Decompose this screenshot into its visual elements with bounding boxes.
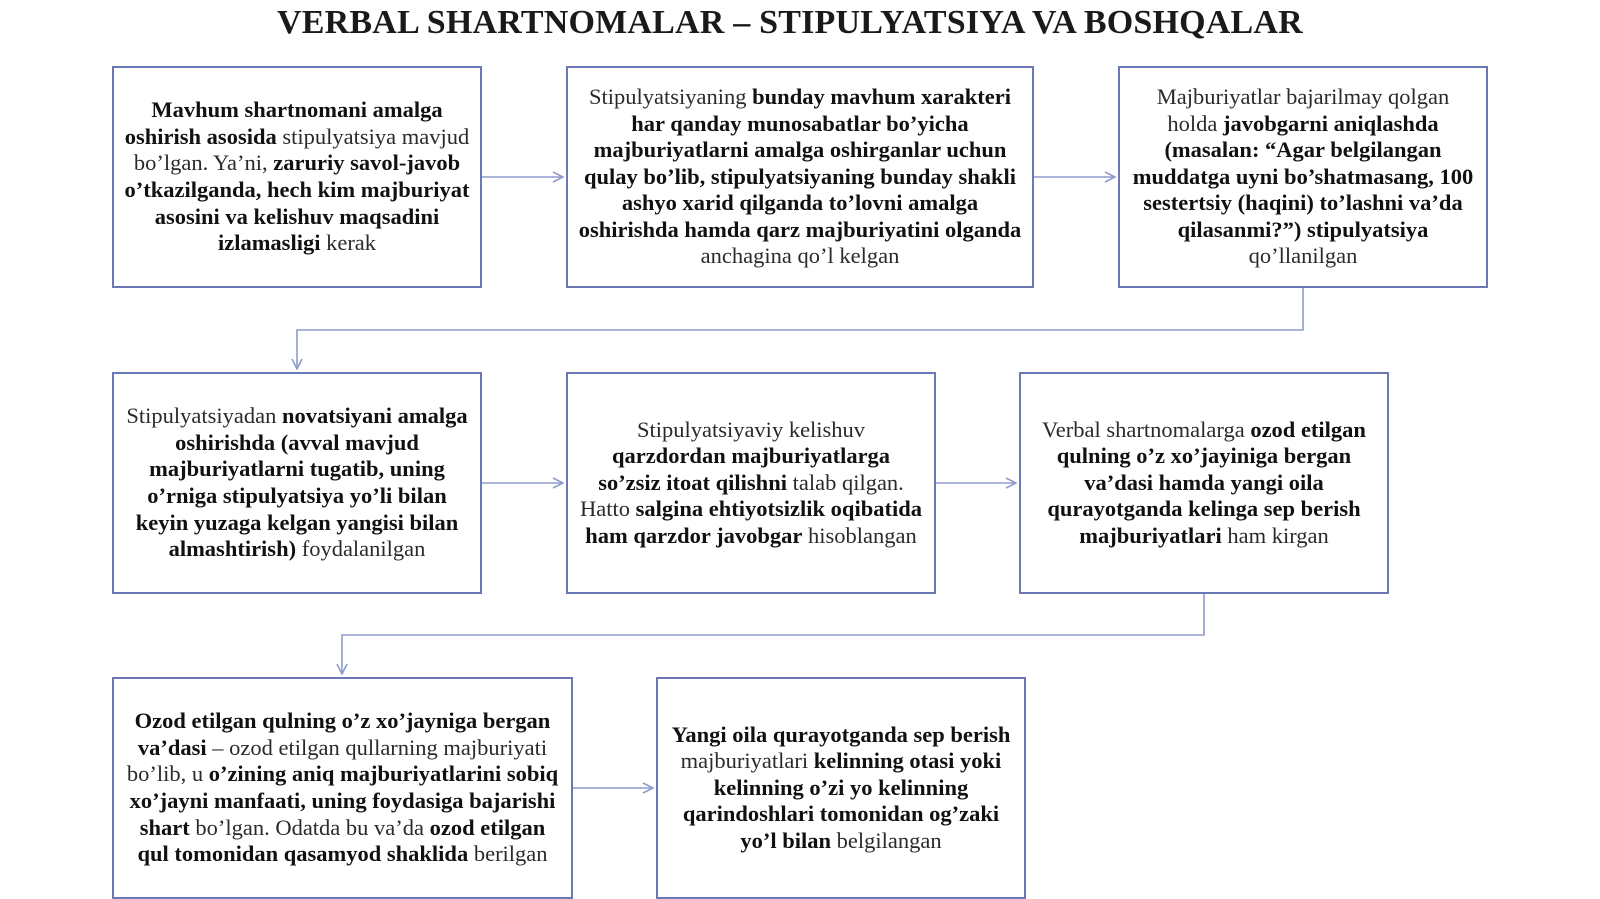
step-text bbox=[124, 708, 561, 868]
step-box-freedman-promise bbox=[112, 677, 573, 899]
plain-text: foydalanilgan bbox=[296, 536, 426, 562]
plain-text: kerak bbox=[320, 230, 377, 256]
emphasis-text: kelinning otasi yoki kelinning o’zi yo kelinning qarindoshlari tomonidan og’zaki yo’l bilan bbox=[682, 748, 1002, 853]
emphasis-text: novatsiyani amalga oshirishda (avval mavjud majburiyatlarni tugatib, uning o’rniga stipulyatsiya yo’li bilan keyin yuzaga kelgan yangisi bilan almashtirish) bbox=[135, 403, 468, 562]
step-text bbox=[1031, 417, 1377, 550]
emphasis-text: javobgarni aniqlashda (masalan: “Agar belgilangan muddatga uyni bo’shatmasang, 100 sestertsiy (haqini) to’lashni va’da qilasanmi?”) stipulyatsiya bbox=[1132, 110, 1474, 242]
emphasis-text: salgina ehtiyotsizlik oqibatida ham qarzdor javobgar bbox=[585, 496, 922, 548]
plain-text: hisoblangan bbox=[802, 522, 917, 548]
plain-text: – ozod etilgan qullarning majburiyati bo’lib, u bbox=[126, 734, 548, 787]
step-box-obedience bbox=[566, 372, 936, 594]
step-box-liability bbox=[1118, 66, 1488, 288]
emphasis-text: Ozod etilgan qulning o’z xo’jayniga bergan va’dasi bbox=[134, 708, 551, 760]
emphasis-text: Yangi oila qurayotganda sep berish bbox=[671, 721, 1011, 747]
plain-text: stipulyatsiya mavjud bo’lgan. Ya’ni, bbox=[133, 123, 470, 176]
step-text bbox=[578, 417, 924, 550]
emphasis-text: bunday mavhum xarakteri har qanday munosabatlar bo’yicha majburiyatlarni amalga oshirganlar uchun qulay bo’lib, stipulyatsiyaning bunday shakli ashyo xarid qilganda to’lovni amalga oshirishda hamda qarz majburiyatini olganda bbox=[578, 83, 1022, 242]
plain-text: qo’llanilgan bbox=[1248, 243, 1358, 269]
plain-text: Stipulyatsiyaviy kelishuv bbox=[636, 416, 866, 442]
step-text bbox=[124, 403, 470, 563]
step-text bbox=[668, 722, 1014, 855]
step-box-verbal-types bbox=[1019, 372, 1389, 594]
emphasis-text: qarzdordan majburiyatlarga so’zsiz itoat qilishni bbox=[598, 443, 891, 495]
step-text bbox=[124, 97, 470, 257]
emphasis-text: zaruriy savol-javob o’tkazilganda, hech kim majburiyat asosini va kelishuv maqsadini izlamasligi bbox=[124, 150, 470, 256]
page-title: VERBAL SHARTNOMALAR – STIPULYATSIYA VA BOSHQALAR bbox=[277, 4, 1303, 41]
plain-text: Stipulyatsiyadan bbox=[126, 403, 282, 429]
emphasis-text: Mavhum shartnomani amalga oshirish asosida bbox=[124, 97, 443, 149]
plain-text: bo’lgan. Odatda bu va’da bbox=[189, 814, 430, 840]
step-box-abstract-contract bbox=[112, 66, 482, 288]
plain-text: Stipulyatsiyaning bbox=[589, 83, 753, 109]
plain-text: Majburiyatlar bajarilmay qolgan holda bbox=[1156, 83, 1450, 136]
step-box-abstract-character bbox=[566, 66, 1034, 288]
arrow-b6-b7 bbox=[342, 594, 1204, 674]
plain-text: anchagina qo’l kelgan bbox=[700, 243, 900, 269]
step-box-dowry bbox=[656, 677, 1026, 899]
arrow-b3-b4 bbox=[297, 288, 1303, 369]
emphasis-text: ozod etilgan qulning o’z xo’jayiniga bergan va’dasi hamda yangi oila qurayotganda kelinga sep berish majburiyatlari bbox=[1047, 416, 1366, 548]
plain-text: Verbal shartnomalarga bbox=[1042, 416, 1251, 442]
plain-text: berilgan bbox=[468, 841, 548, 867]
step-box-novation bbox=[112, 372, 482, 594]
step-text bbox=[578, 84, 1022, 270]
step-text bbox=[1130, 84, 1476, 270]
plain-text: majburiyatlari bbox=[680, 748, 814, 774]
emphasis-text: o’zining aniq majburiyatlarini sobiq xo’jayni manfaati, uning foydasiga bajarishi shart bbox=[129, 761, 559, 840]
plain-text: ham kirgan bbox=[1221, 522, 1329, 548]
plain-text: talab qilgan. Hatto bbox=[580, 469, 904, 522]
emphasis-text: ozod etilgan qul tomonidan qasamyod shaklida bbox=[137, 814, 546, 867]
plain-text: belgilangan bbox=[831, 827, 942, 853]
